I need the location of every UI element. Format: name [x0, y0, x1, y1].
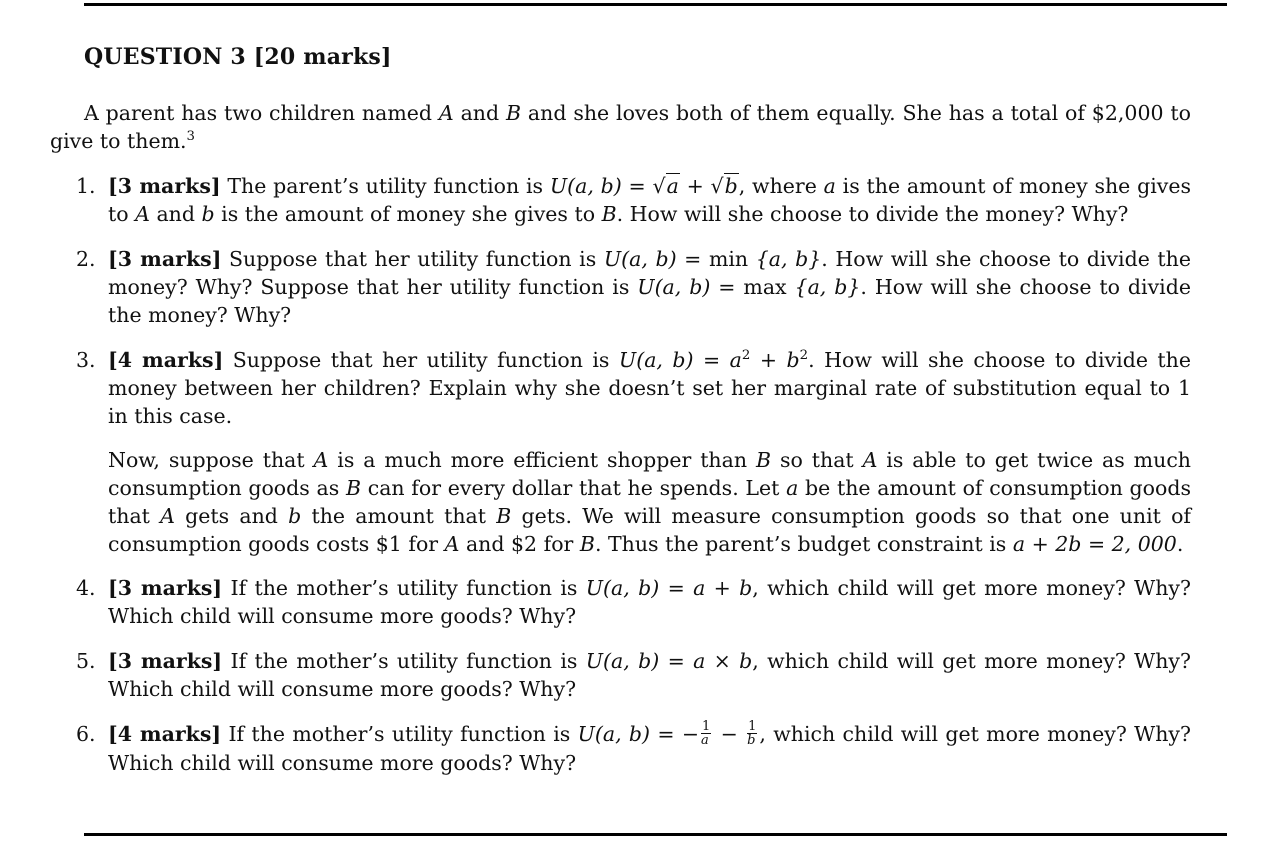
item-number: 6. — [76, 722, 96, 746]
item-number: 3. — [76, 348, 96, 372]
bottom-rule — [84, 833, 1227, 836]
marks-label: [4 marks] — [108, 722, 222, 746]
sqrt-a: √a — [652, 174, 679, 198]
fraction-1-over-b: $\frac{1}{b}$ — [747, 719, 757, 748]
item-number: 2. — [76, 247, 96, 271]
item-number: 1. — [76, 174, 96, 198]
top-rule — [84, 3, 1227, 6]
footnote-marker: 3 — [186, 129, 196, 145]
fraction-1-over-a: $\frac{1}{a}$ — [701, 719, 711, 748]
marks-label: [3 marks] — [108, 174, 221, 198]
marks-label: [3 marks] — [108, 247, 222, 271]
marks-label: [4 marks] — [108, 348, 224, 372]
list-item-2: 2. [3 marks] Suppose that her utility function is U(a, b) = min {a, b}. How will she choose to divide the money? Why? Suppose that her utility function is U(a, b) = max {a, b}. How will she choose to divide the money? Why? — [76, 247, 1191, 327]
intro-paragraph: A parent has two children named A and B and she loves both of them equally. She has a total of $2,000 to give to them.$^3$ — [50, 101, 1191, 153]
list-item-3: 3. [4 marks] Suppose that her utility function is U(a, $b) = a^2 + b^2$. How will she choose to divide the money between her children? Explain why she doesn’t set her marginal rate of substitution equal to 1 in this case. — [76, 348, 1191, 428]
item-number: 5. — [76, 649, 96, 673]
marks-label: [3 marks] — [108, 649, 223, 673]
list-item-5: 5. [3 marks] If the mother’s utility function is U(a, b) = a × b, which child will get more money? Why? Which child will consume more goods? Why? — [76, 649, 1191, 701]
list-item-6: 6. [4 marks] If the mother’s utility function is U(a, b) = − $\frac{1}{a}$ − $\frac{1}{b}$ , which child will get more money? Why? Which child will consume more goods? Why? — [76, 719, 1191, 775]
list-item-1: 1. [3 marks] The parent’s utility function is U(a, b) = √a + √b, where a is the amount of money she gives to A and b is the amount of money she gives to B. How will she choose to divide the money? Why? — [76, 174, 1191, 226]
question-title: QUESTION 3 [20 marks] — [84, 44, 392, 70]
scenario-paragraph: Now, suppose that A is a much more efficient shopper than B so that A is able to get twice as much consumption goods as B can for every dollar that he spends. Let a be the amount of consumption goods that A gets and b the amount that B gets. We will measure consumption goods so that one unit of consumption goods costs $1 for A and $2 for B. Thus the parent’s budget constraint is a + 2b = 2, 000. — [108, 448, 1192, 556]
sqrt-b: √b — [710, 174, 738, 198]
list-item-4: 4. [3 marks] If the mother’s utility function is U(a, b) = a + b, which child will get more money? Why? Which child will consume more goods? Why? — [76, 576, 1191, 628]
item-number: 4. — [76, 576, 96, 600]
budget-constraint: a + 2b = 2, 000 — [1012, 532, 1177, 556]
marks-label: [3 marks] — [108, 576, 223, 600]
